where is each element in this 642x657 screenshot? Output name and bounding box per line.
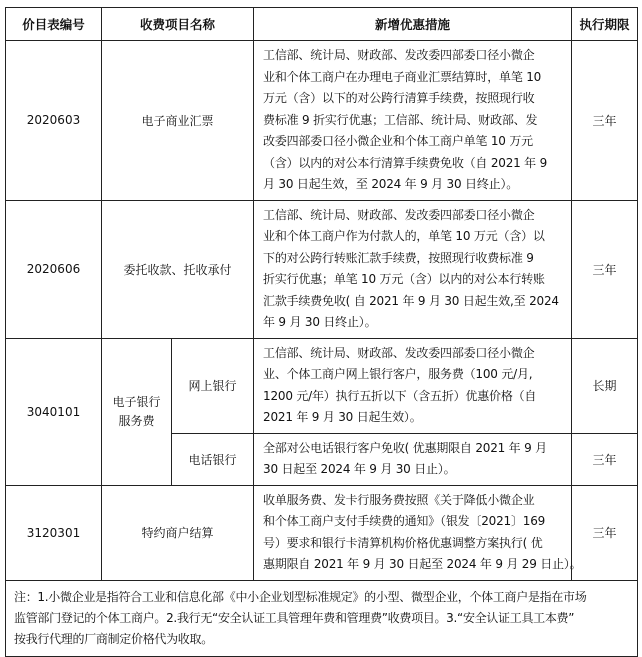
price-code: 3120301 (6, 485, 102, 580)
text-line: 年 9 月 30 日终止）。 (263, 315, 377, 329)
text-line: 1200 元/年）执行五折以下（含五折）优惠价格（自 (263, 388, 537, 403)
table-row (6, 41, 638, 201)
text-line: 改委四部委口径小微企业和个体工商户单笔 10 万元 (263, 134, 533, 148)
item-name: 委托收款、托收承付 (102, 200, 254, 338)
text-line: 全部对公电话银行客户免收( 优惠期限自 2021 年 9 月 (263, 440, 547, 455)
text-line: 业和个体工商户作为付款人的，单笔 10 万元（含）以 (263, 229, 545, 243)
item-name: 电子商业汇票 (102, 41, 254, 201)
text-line: 下的对公跨行转账汇款手续费，按照现行收费标准 9 (263, 250, 534, 265)
execution-period: 三年 (572, 200, 638, 338)
text-line: 业和个体工商户在办理电子商业汇票结算时，单笔 10 (263, 69, 542, 84)
text-line: 号）要求和银行卡清算机构价格优惠调整方案执行( 优 (263, 535, 543, 550)
footnote (6, 580, 638, 656)
text-line: 注：1.小微企业是指符合工业和信息化部《中小企业划型标准规定》的小型、微型企业，个体工商户是指在市场 (14, 589, 587, 604)
note-row (6, 580, 638, 656)
discount-measures (254, 338, 572, 433)
table-row (6, 485, 638, 580)
item-name: 网上银行 (172, 338, 254, 433)
discount-measures (254, 485, 582, 580)
table-header-row (6, 8, 638, 41)
text-line: 工信部、统计局、财政部、发改委四部委口径小微企 (263, 207, 535, 222)
text-line: 工信部、统计局、财政部、发改委四部委口径小微企 (263, 345, 535, 360)
price-code: 3040101 (6, 338, 102, 485)
item-group-name (102, 338, 172, 485)
table-row (6, 338, 638, 433)
header-period: 执行期限 (572, 8, 638, 41)
text-line: 30 日起至 2024 年 9 月 30 日止）。 (263, 462, 456, 476)
text-line: 收单服务费、发卡行服务费按照《关于降低小微企业 (263, 492, 535, 507)
text-line: 费标准 9 折实行优惠；工信部、统计局、财政部、发 (263, 112, 538, 127)
execution-period: 长期 (572, 338, 638, 433)
text-line: （含）以内的对公本行清算手续费免收（自 2021 年 9 (263, 155, 548, 170)
fee-discount-table (5, 7, 638, 657)
item-name: 特约商户结算 (102, 485, 254, 580)
execution-period: 三年 (572, 433, 638, 485)
text-line: 工信部、统计局、财政部、发改委四部委口径小微企 (263, 48, 535, 62)
price-code: 2020606 (6, 200, 102, 338)
price-code: 2020603 (6, 41, 102, 201)
text-line: 惠期限自 2021 年 9 月 30 日起至 2024 年 9 月 29 日止）。 (263, 557, 582, 571)
text-line: 按我行代理的厂商制定价格代为收取。 (14, 631, 213, 646)
discount-measures (254, 433, 572, 485)
execution-period: 三年 (572, 485, 638, 580)
table-row (6, 200, 638, 338)
text-line: 业、个体工商户网上银行客户，服务费（100 元/月, (263, 367, 533, 381)
text-line: 万元（含）以下的对公跨行清算手续费，按照现行收 (263, 91, 535, 105)
header-measures: 新增优惠措施 (254, 8, 572, 41)
discount-measures (254, 200, 572, 338)
item-name: 电话银行 (172, 433, 254, 485)
header-name: 收费项目名称 (102, 8, 254, 41)
execution-period: 三年 (572, 41, 638, 201)
text-line: 服务费 (118, 413, 155, 428)
discount-measures (254, 41, 572, 201)
text-line: 汇款手续费免收( 自 2021 年 9 月 30 日起生效,至 2024 (263, 293, 559, 308)
text-line: 月 30 日起生效，至 2024 年 9 月 30 日终止）。 (263, 177, 519, 191)
text-line: 电子银行 (112, 394, 161, 409)
text-line: 2021 年 9 月 30 日起生效）。 (263, 410, 422, 424)
text-line: 和个体工商户支付手续费的通知》（银发〔2021〕169 (263, 514, 546, 528)
text-line: 监管部门登记的个体工商户。2.我行无“安全认证工具管理年费和管理费”收费项目。3.“安全认证工具工本费” (14, 610, 575, 625)
text-line: 折实行优惠；单笔 10 万元（含）以内的对公本行转账 (263, 272, 545, 286)
header-code: 价目表编号 (6, 8, 102, 41)
